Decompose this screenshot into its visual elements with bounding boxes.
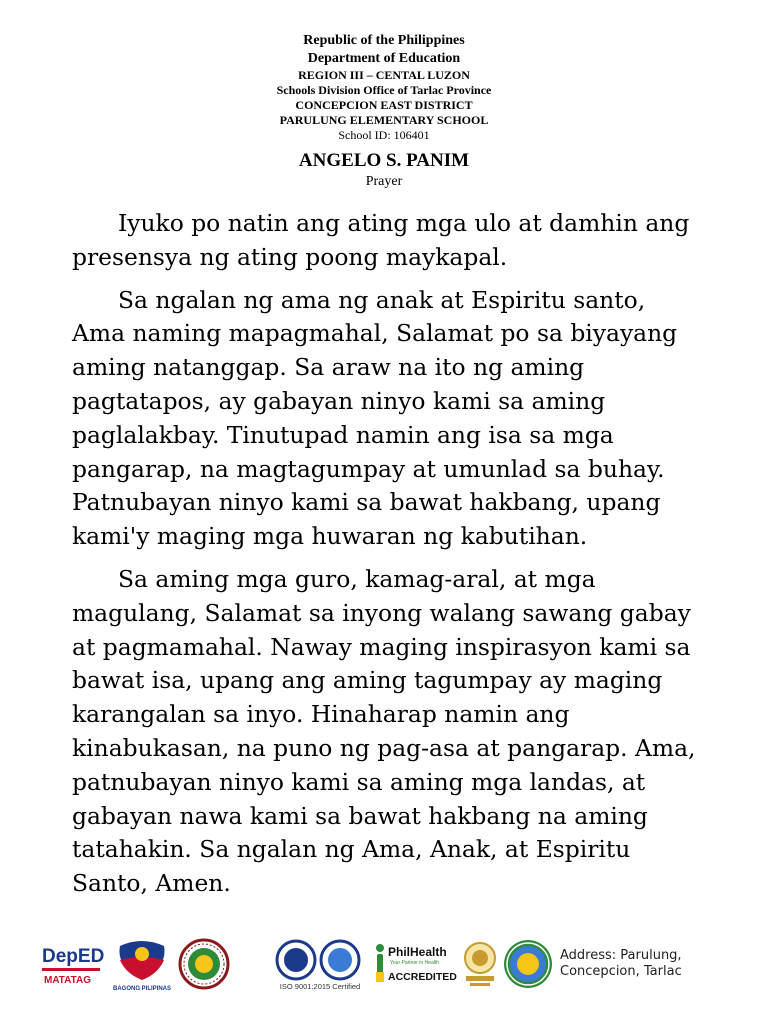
gold-seal-logo bbox=[462, 940, 498, 988]
school-seal bbox=[178, 938, 230, 990]
prayer-body bbox=[72, 207, 704, 910]
header-school-id: School ID: 106401 bbox=[338, 128, 430, 142]
paragraph-3: Sa aming mga guro, kamag-aral, at mga magulang, Salamat sa inyong walang sawang gabay at pagmamahal. Naway maging inspirasyon kami sa bawat isa, upang ang aming tagumpay ay maging karangalan sa inyo. Hinaharap namin ang kinabukasan, na puno ng pag-asa at pangarap. Ama, patnubayan ninyo kami sa aming mga landas, at gabayan nawa kami sa bawat hakbang na aming tatahakin. Sa ngalan ng Ama, Anak, at Espiritu Santo, Amen. bbox=[72, 564, 696, 898]
bagong-pilipinas-logo bbox=[112, 936, 172, 992]
header-school: PARULUNG ELEMENTARY SCHOOL bbox=[279, 113, 489, 127]
matatag-logo-text: MATATAG bbox=[44, 975, 92, 986]
philhealth-tagline: Your Partner in Health bbox=[390, 960, 440, 966]
bagong-logo-text: BAGONG PILIPINAS bbox=[112, 986, 172, 992]
header-department: Department of Education bbox=[307, 51, 461, 66]
philhealth-logo bbox=[374, 942, 458, 988]
header-district: CONCEPCION EAST DISTRICT bbox=[295, 98, 473, 112]
philhealth-name: PhilHealth bbox=[388, 945, 447, 959]
document-subtitle: Prayer bbox=[365, 174, 403, 189]
address-line-2: Concepcion, Tarlac bbox=[560, 964, 682, 979]
philhealth-accredited: ACCREDITED bbox=[388, 971, 457, 983]
footer-logos bbox=[40, 936, 740, 992]
header-division: Schools Division Office of Tarlac Province bbox=[276, 83, 492, 97]
district-seal bbox=[502, 938, 554, 990]
deped-matatag-logo bbox=[40, 940, 104, 988]
paragraph-2: Sa ngalan ng ama ng anak at Espiritu santo, Ama naming mapagmahal, Salamat po sa biyayang aming natanggap. Sa araw na ito ng aming pagtatapos, ay gabayan ninyo kami sa aming paglalakbay. Tinutupad namin ang isa sa mga pangarap, na magtagumpay at umunlad sa buhay. Patnubayan ninyo kami sa bawat hakbang, upang kami'y maging mga huwaran ng kabutihan. bbox=[72, 285, 678, 551]
header-republic: Republic of the Philippines bbox=[303, 33, 465, 48]
iso-certified-text: ISO 9001:2015 Certified bbox=[279, 982, 361, 991]
school-address bbox=[560, 948, 682, 980]
document-title: ANGELO S. PANIM bbox=[298, 150, 470, 171]
iso-certification-logos bbox=[274, 938, 366, 992]
paragraph-1: Iyuko po natin ang ating mga ulo at damhin ang presensya ng ating poong maykapal. bbox=[72, 209, 690, 271]
header-region: REGION III – CENTAL LUZON bbox=[298, 68, 470, 82]
letterhead bbox=[0, 32, 768, 143]
address-line-1: Address: Parulung, bbox=[560, 948, 682, 963]
deped-logo-text: DepED bbox=[42, 946, 104, 967]
